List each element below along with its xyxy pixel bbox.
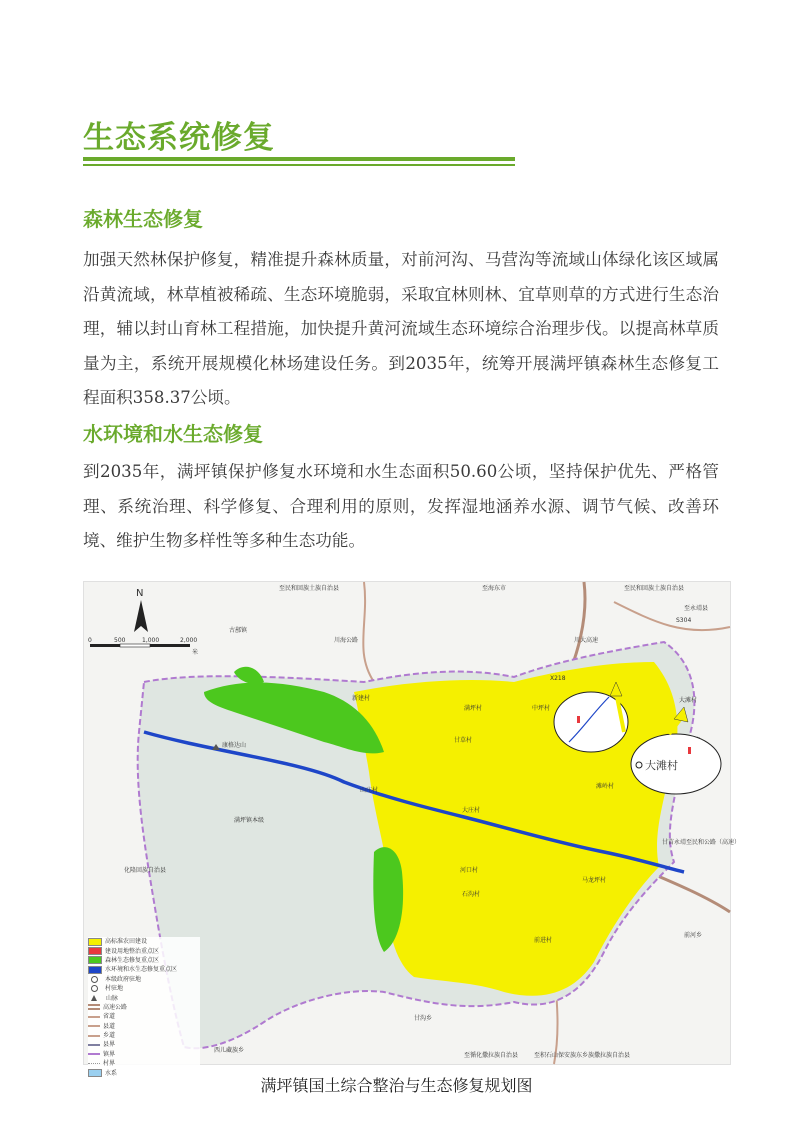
legend-label: 村界 [103, 1060, 116, 1068]
label-ganhe: 甘沟乡 [414, 1015, 433, 1022]
legend-swatch-icon [91, 985, 98, 992]
label-s304: S304 [676, 617, 692, 624]
legend-label: 镇界 [103, 1050, 116, 1058]
legend-swatch-icon [88, 966, 102, 974]
legend-label: 高标准农田建设 [105, 938, 148, 946]
legend-item [88, 993, 200, 1002]
legend-label: 水环境和水生态修复重点区 [105, 966, 178, 974]
legend-item [88, 984, 200, 993]
scale-tick-0: 0 [88, 637, 92, 644]
village-label: 甘草村 [454, 737, 473, 744]
paragraph-water: 到2035年，满坪镇保护修复水环境和水生态面积50.60公顷，坚持保护优先、严格管理、系统治理、科学修复、合理利用的原则，发挥湿地涵养水源、调节气候、改善环境、维护生物多样性等多种生态功能。 [83, 462, 719, 551]
legend-swatch-icon [88, 1004, 100, 1010]
label-mountain: 康格达山 [222, 742, 247, 749]
legend-item [88, 965, 200, 974]
legend-label: 水系 [105, 1069, 118, 1077]
legend-item [88, 1012, 200, 1021]
map-legend [88, 937, 200, 1078]
village-label: 前进村 [534, 937, 553, 944]
label-highway: 甘苗永靖至民和公路（高速） [662, 839, 741, 846]
legend-label: 省道 [103, 1013, 116, 1021]
callout-construction [577, 716, 580, 723]
legend-item [88, 1022, 200, 1031]
callout-label: 大滩村 [645, 759, 678, 772]
legend-swatch-icon [88, 1063, 100, 1064]
scale-unit: 米 [192, 649, 199, 656]
legend-item [88, 1040, 200, 1049]
legend-label: 高速公路 [103, 1003, 128, 1011]
legend-swatch-icon [88, 956, 102, 964]
label-xier: 西儿藏族乡 [214, 1047, 245, 1054]
legend-label: 县道 [103, 1022, 116, 1030]
legend-item [88, 937, 200, 946]
title-underline [83, 157, 515, 167]
title-underline-thin [83, 164, 515, 166]
legend-swatch-icon [91, 995, 97, 1001]
village-label: 大庄村 [462, 807, 481, 814]
village-label: 马龙坪村 [582, 877, 607, 884]
legend-swatch-icon [88, 1016, 100, 1018]
map-caption: 满坪镇国土综合整治与生态修复规划图 [260, 1076, 533, 1095]
label-top-right: 至民和回族土族自治县 [624, 585, 685, 592]
label-chuanda: 川大高速 [574, 637, 599, 644]
legend-swatch-icon [88, 1025, 100, 1027]
village-label: 新建村 [352, 695, 371, 702]
scale-tick-500: 500 [114, 637, 126, 644]
legend-swatch-icon [88, 1035, 100, 1037]
legend-item [88, 1003, 200, 1012]
scale-bar [90, 644, 190, 647]
label-huala: 化隆回族自治县 [124, 867, 167, 874]
north-label: N [136, 588, 144, 599]
legend-label: 乡道 [103, 1032, 116, 1040]
title-underline-thick [83, 157, 515, 161]
callout-construction [688, 747, 691, 754]
village-label: 大滩村 [679, 697, 698, 704]
village-label: 滩岭村 [596, 783, 615, 790]
label-chuanhai: 川海公路 [334, 637, 359, 644]
label-top-far-right: 至永靖县 [684, 605, 709, 612]
village-label: 中坪村 [532, 705, 551, 712]
legend-label: 县界 [103, 1041, 116, 1049]
scale-tick-2000: 2,000 [180, 637, 198, 644]
label-manping: 满坪镇本级 [234, 817, 265, 824]
village-label: 山庄村 [360, 787, 379, 794]
legend-label: 森林生态修复重点区 [105, 956, 160, 964]
legend-swatch-icon [88, 1044, 100, 1046]
label-top-left: 至民和回族土族自治县 [279, 585, 340, 592]
label-x218: X218 [550, 675, 566, 682]
label-bottom-mid: 至循化撒拉族自治县 [464, 1052, 519, 1059]
village-label: 河口村 [460, 867, 479, 874]
label-top-mid: 至海东市 [482, 585, 507, 592]
label-guyi: 古鄯镇 [229, 627, 248, 634]
paragraph-forest: 加强天然林保护修复，精准提升森林质量，对前河沟、马营沟等流域山体绿化该区域属沿黄流域，林草植被稀疏、生态环境脆弱，采取宜林则林、宜草则草的方式进行生态治理，辅以封山育林工程措施，加快提升黄河流域生态环境综合治理步伐。以提高林草质量为主，系统开展规模化林场建设任务。到2035年，统筹开展满坪镇森林生态修复工程面积358.37公顷。 [83, 250, 719, 408]
legend-label: 山脉 [106, 994, 119, 1002]
legend-item [88, 1031, 200, 1040]
label-qianhe: 前河乡 [684, 932, 703, 939]
legend-item [88, 1059, 200, 1068]
section-heading-forest: 森林生态修复 [83, 207, 203, 231]
legend-item [88, 975, 200, 984]
village-label: 石沟村 [462, 891, 481, 898]
legend-item [88, 1050, 200, 1059]
legend-label: 本级政府驻地 [105, 975, 142, 983]
scale-tick-1000: 1,000 [142, 637, 160, 644]
legend-label: 村驻地 [105, 985, 124, 993]
legend-swatch-icon [88, 938, 102, 946]
legend-item [88, 946, 200, 955]
planning-map [83, 581, 741, 1077]
legend-swatch-icon [91, 976, 98, 983]
village-label: 满坪村 [464, 705, 483, 712]
page-title: 生态系统修复 [83, 120, 275, 156]
legend-label: 建设用地整治重点区 [105, 947, 160, 955]
legend-swatch-icon [88, 1053, 100, 1055]
section-heading-water: 水环境和水生态修复 [83, 422, 263, 446]
legend-item [88, 956, 200, 965]
label-bottom-right: 至积石山保安族东乡族撒拉族自治县 [534, 1052, 631, 1059]
legend-swatch-icon [88, 947, 102, 955]
